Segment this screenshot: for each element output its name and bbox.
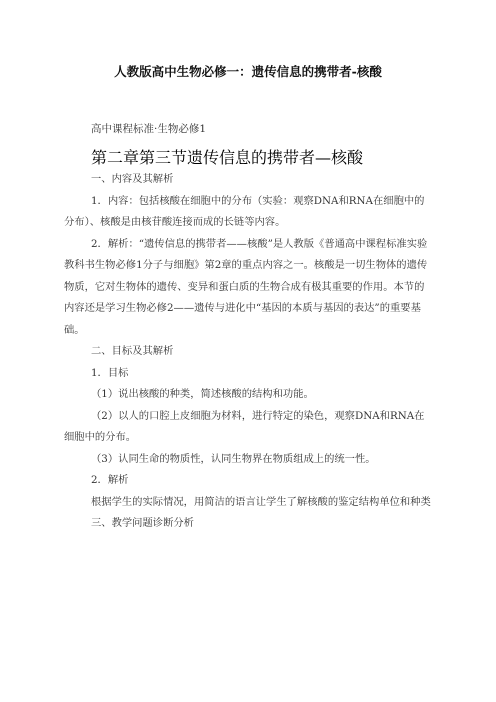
section-heading-diagnosis: 三、教学问题诊断分析 xyxy=(91,517,194,529)
paragraph-content: 1．内容：包括核酸在细胞中的分布（实验：观察DNA和RNA在细胞中的分布）、核酸是由核苷酸连接而成的长链等内容。 xyxy=(64,194,425,228)
goal-item-2: （2）以人的口腔上皮细胞为材料，进行特定的染色，观察DNA和RNA在细胞中的分布。 xyxy=(64,409,425,443)
section-heading-content-analysis: 一、内容及其解析 xyxy=(91,173,174,185)
section-heading-goals: 二、目标及其解析 xyxy=(91,345,174,357)
document-body xyxy=(64,169,434,535)
paragraph-goal-analysis: 根据学生的实际情况，用简洁的语言让学生了解核酸的鉴定结构单位和种类 xyxy=(91,495,431,508)
subheading-analysis: 2．解析 xyxy=(91,474,129,486)
subheading-goals: 1．目标 xyxy=(91,366,129,379)
document-title: 人教版高中生物必修一：遗传信息的携带者-核酸 xyxy=(114,64,382,79)
paragraph-analysis: 2．解析：“遗传信息的携带者——核酸”是人教版《普通高中课程标准实验教科书生物必修1分子与细胞》第2章的重点内容之一。核酸是一切生物体的遗传物质，它对生物体的遗传、变异和蛋白质的生物合成有极其重要的作用。本节的内容还是学习生物必修2——遗传与进化中“基因的本质与基因的表达”的重要基础。 xyxy=(64,237,428,336)
goal-item-1: （1）说出核酸的种类，简述核酸的结构和功能。 xyxy=(91,388,314,400)
chapter-heading: 第二章第三节遗传信息的携带者—核酸 xyxy=(91,148,364,167)
goal-item-3: （3）认同生命的物质性，认同生物界在物质组成上的统一性。 xyxy=(91,452,376,465)
course-standard-line: 高中课程标准·生物必修1 xyxy=(91,123,207,135)
